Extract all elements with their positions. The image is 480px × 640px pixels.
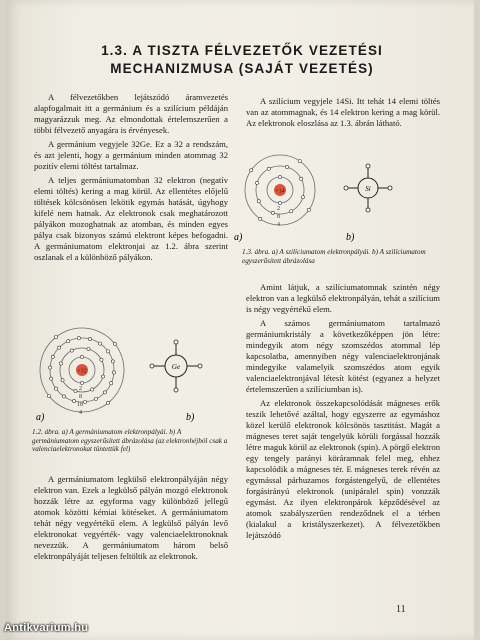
ge-shell-label: 4: [79, 410, 82, 416]
electron: [250, 169, 253, 172]
right-column-top: [246, 96, 440, 132]
paragraph: Az elektronok összekapcsolódását mágneses erők teszik lehetővé azáltal, hogy egyszerre az egymáshoz közel kerülő elektronok kölcsönös tasztitást. Magát a mágneses teret saját tengelyük körüli forgással hozzák létre maguk körül az elektronok (spin). A pörgő elektron egy tengely parányi köráramnak felel meg, ehhez kapcsolódik a mágneses tér. E mágneses terek révén az egymással párhuzamos forgástengelyű, de ellentétes forgásirányú elektronok (unipáralel spin) vonzzák egymást. Az ilyen elektronpárok képződésével az atomok szabályszerűen rendeződnek el a térben (kialakul a kristályszerkezet). A félvezetőkben lejátszódó: [246, 398, 440, 540]
ge-shell-label: 18: [77, 402, 83, 408]
electron: [48, 366, 51, 369]
paragraph: A szilícium vegyjele 14Si. Itt tehát 14 elemi töltés van az atommagnak, és 14 elektron kering a mag körül. Az elektronok eloszlása az 1.3. ábrán látható.: [246, 96, 440, 128]
ge-panel-b-label: b): [186, 412, 195, 423]
electron: [271, 211, 274, 214]
si-shell-label: 2: [277, 206, 280, 212]
electron: [300, 177, 303, 180]
electron: [106, 350, 109, 353]
electron: [285, 165, 288, 168]
right-column-bottom: [246, 282, 440, 544]
electron: [67, 340, 70, 343]
si-panel-b-label: b): [346, 232, 355, 243]
electron: [50, 377, 53, 380]
electron: [88, 337, 91, 340]
si-symbol: Si: [365, 185, 371, 193]
electron: [91, 388, 94, 391]
page-number: 11: [396, 604, 406, 615]
electron: [72, 399, 75, 402]
heading-line-1: 1.3. A TISZTA FÉLVEZETŐK VEZETÉSI: [101, 43, 383, 58]
ge-core-label: +32: [77, 368, 87, 375]
electron: [307, 208, 310, 211]
si-shell-label: 8: [277, 214, 280, 220]
electron: [111, 360, 114, 363]
electron: [100, 358, 103, 361]
silicon-figure: [228, 146, 428, 246]
electron: [278, 175, 281, 178]
electron: [61, 379, 64, 382]
ge-shell-label: 8: [79, 394, 82, 400]
electron: [259, 217, 262, 220]
electron: [80, 381, 83, 384]
electron: [58, 346, 61, 349]
electron: [87, 347, 90, 350]
si-shell-label: 4: [277, 222, 280, 228]
section-heading: [32, 42, 452, 78]
electron: [59, 362, 62, 365]
electron: [113, 342, 116, 345]
electron: [101, 375, 104, 378]
electron: [94, 397, 97, 400]
electron: [103, 391, 106, 394]
electron: [62, 395, 65, 398]
electron: [77, 337, 80, 340]
electron: [301, 195, 304, 198]
electron: [70, 349, 73, 352]
electron: [110, 382, 113, 385]
figure-caption-si: 1.3. ábra. a) A szilíciumatom elektronpályái. b) A szilíciumatom egyszerűsített ábrázolása: [242, 248, 426, 265]
electron: [54, 336, 57, 339]
paragraph: A germánium vegyjele 32Ge. Ez a 32 a rendszám, és azt jelenti, hogy a germánium minden atommag 32 pozitív elemi töltést tartalmaz.: [34, 139, 228, 171]
germanium-atom-diagram: [26, 318, 236, 426]
heading-line-2: MECHANIZMUSA (SAJÁT VEZETÉS): [110, 61, 374, 76]
electron: [267, 167, 270, 170]
left-column-bottom: [34, 474, 228, 565]
ge-symbol: Ge: [171, 363, 181, 371]
left-column-top: [34, 92, 228, 266]
electron: [290, 210, 293, 213]
electron: [255, 181, 258, 184]
electron: [84, 400, 87, 403]
electron: [80, 355, 83, 358]
paragraph: Amint látjuk, a szilíciumatomnak szintén négy elektron van a legkülső elektronpályán, tehát a szilícium is négy vegyértékű elem.: [246, 282, 440, 314]
germanium-figure: [26, 318, 236, 426]
ge-shell-label: 2: [79, 386, 82, 392]
electron: [278, 201, 281, 204]
electron: [257, 200, 260, 203]
paragraph: A teljes germániumatomban 32 elektron (negatív elemi töltés) kering a mag körül. Az ellentétes előjelű töltések kölcsönösen lekötik egymás hatását, úgyhogy kifelé nem hatnak. Az elektronok csak meghatározott pályákon mozoghatnak az atomban, és minden egyes pálya csak bizonyos számú elektront képes befogadni. A germániumatom elektronjai az 1.2. ábra szerint oszlanak el a különböző pályákon.: [34, 175, 228, 262]
book-page: [6, 0, 474, 640]
electron: [48, 395, 51, 398]
silicon-atom-diagram: [228, 146, 428, 246]
electron: [74, 389, 77, 392]
figure-caption-ge: 1.2. ábra. a) A germániumatom elektronpályái. b) A germániumatom egyszerűsített ábrázolása (az elektronhéjból csak a valenciaelektronokat tüntettük fel): [32, 428, 228, 454]
paragraph: A számos germániumatom tartalmazó germániumkristály a következőképpen jön létre: mindegyik atom négy szomszédos atommal lép kapcsolatba, amennyiben négy valenciaelektronjának mindegyike valamelyik szomszédos atom egyik valenciaelektronjával létesít kötést (egyanez a helyzet értelemszerűen a szilíciumban is).: [246, 318, 440, 394]
paragraph: A félvezetőkben lejátszódó áramvezetés alapfogalmait itt a germánium és a szilícium példáján magyarázzuk meg. Az elmondottak értelemszerűen a többi félvezető anyagára is érvényesek.: [34, 92, 228, 135]
electron: [98, 342, 101, 345]
paragraph: A germániumatom legkülső elektronpályáján négy elektron van. Ezek a legkülső pályán mozgó elektronok hozzák létre az egyforma vagy különböző jellegű atomok közötti kémiai kötéseket. A germániumatom tehát négy vegyértékű elem. A legkülső pályán levő elektronokat vegyérték- vagy valenciaelektronoknak nevezzük. A germániumatom három belső elektronpályáját teljesen feltöltik az elektronok.: [34, 474, 228, 561]
electron: [51, 355, 54, 358]
electron: [112, 371, 115, 374]
electron: [107, 401, 110, 404]
electron: [54, 387, 57, 390]
watermark: Antikvarium.hu: [4, 622, 89, 634]
si-core-label: +14: [275, 188, 285, 195]
si-panel-a-label: a): [234, 232, 243, 243]
ge-panel-a-label: a): [36, 412, 45, 423]
electron: [298, 160, 301, 163]
